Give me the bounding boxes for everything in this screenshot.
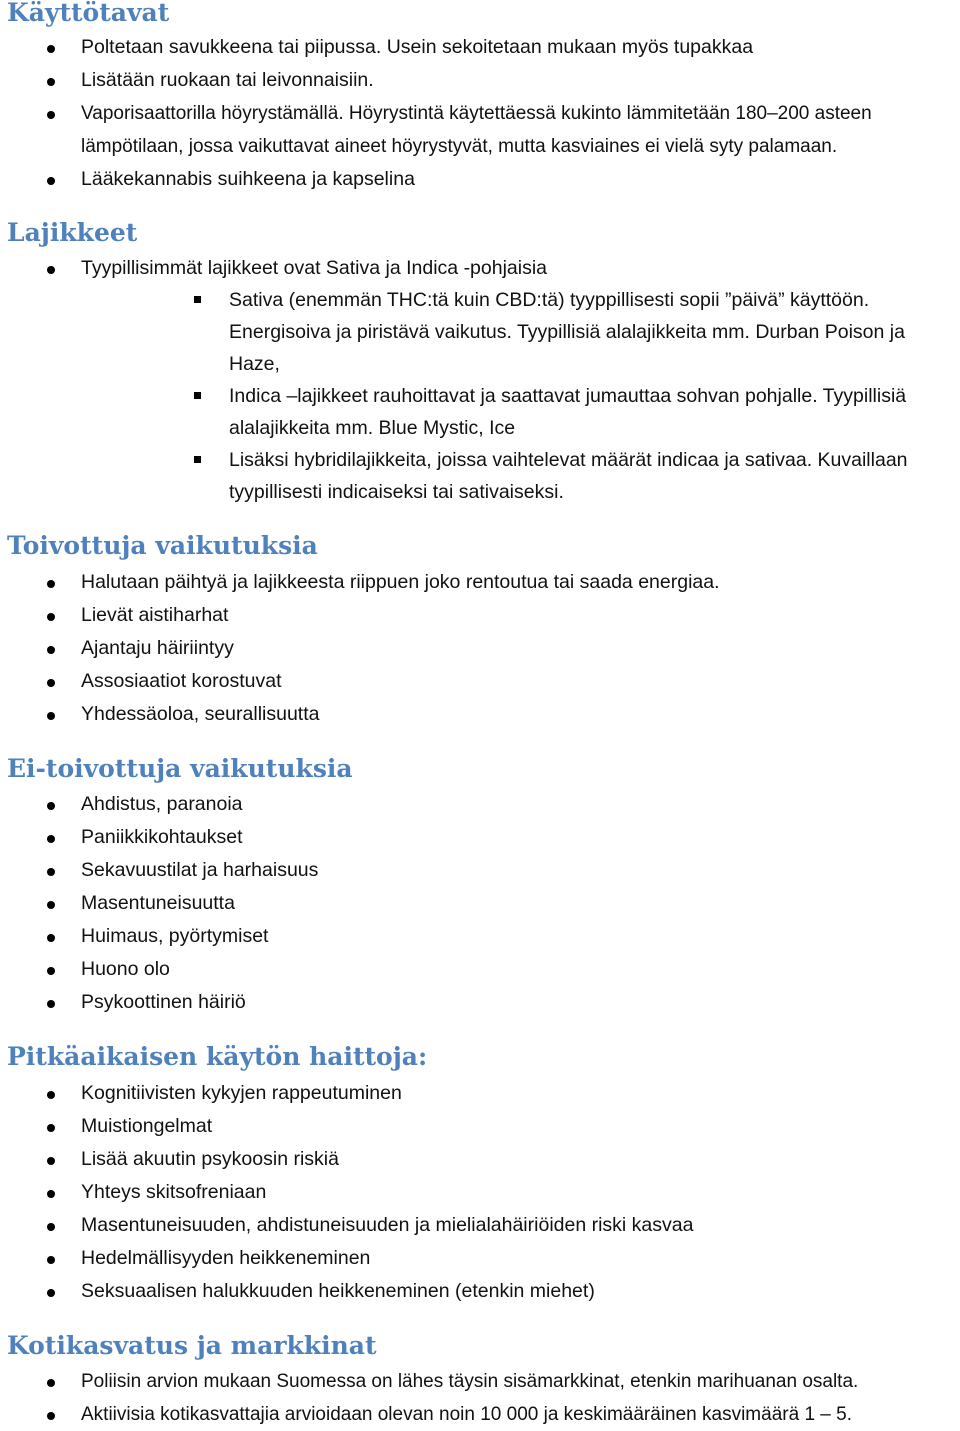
list-item: Masentuneisuutta [81, 887, 235, 920]
sub-list-item: Lisäksi hybridilajikkeita, joissa vaihtelevat määrät indicaa ja sativaa. Kuvaillaan [229, 444, 908, 476]
list-item-continuation: lämpötilaan, jossa vaikuttavat aineet höyrystyvät, mutta kasviaines ei vielä syty palamaan. [81, 136, 838, 157]
list-item: Yhteys skitsofreniaan [81, 1176, 266, 1209]
list-item: Vaporisaattorilla höyrystämällä. Höyrystintä käytettäessä kukinto lämmitetään 180–200 asteen [81, 97, 872, 130]
list-item: Huono olo [81, 953, 170, 986]
list-item: Hedelmällisyyden heikkeneminen [81, 1242, 370, 1275]
section-heading-lajikkeet: Lajikkeet [7, 218, 138, 247]
list-item: Lisää akuutin psykoosin riskiä [81, 1143, 339, 1176]
list-item: Huimaus, pyörtymiset [81, 920, 268, 953]
sub-list-item-continuation: tyypillisesti indicaiseksi tai sativaiseksi. [229, 481, 564, 503]
list-item: Poliisin arvion mukaan Suomessa on lähes täysin sisämarkkinat, etenkin marihuanan osalta. [81, 1365, 858, 1398]
list-item: Ajantaju häiriintyy [81, 632, 234, 665]
list-item: Paniikkikohtaukset [81, 821, 243, 854]
section-heading-toivottuja: Toivottuja vaikutuksia [7, 531, 318, 560]
sub-list-item-continuation: Haze, [229, 353, 280, 375]
sub-list-item-continuation: Energisoiva ja piristävä vaikutus. Tyypillisiä alalajikkeita mm. Durban Poison ja [229, 321, 905, 343]
section-heading-pitkaaikainen: Pitkäaikaisen käytön haittoja: [7, 1042, 428, 1071]
list-item: Muistiongelmat [81, 1110, 212, 1143]
sub-list-item: Indica –lajikkeet rauhoittavat ja saattavat jumauttaa sohvan pohjalle. Tyypillisiä [229, 380, 906, 412]
list-item: Halutaan päihtyä ja lajikkeesta riippuen joko rentoutua tai saada energiaa. [81, 566, 720, 599]
list-item: Yhdessäoloa, seurallisuutta [81, 698, 320, 731]
list-item: Poltetaan savukkeena tai piipussa. Usein sekoitetaan mukaan myös tupakkaa [81, 31, 753, 64]
list-item: Lievät aistiharhat [81, 599, 228, 632]
list-item: Lääkekannabis suihkeena ja kapselina [81, 163, 415, 196]
list-item: Aktiivisia kotikasvattajia arvioidaan olevan noin 10 000 ja keskimääräinen kasvimäärä 1 – 5. [81, 1398, 852, 1431]
sub-list-item: Sativa (enemmän THC:tä kuin CBD:tä) tyyppillisesti sopii ”päivä” käyttöön. [229, 284, 869, 316]
list-item: Seksuaalisen halukkuuden heikkeneminen (etenkin miehet) [81, 1275, 595, 1308]
section-heading-kotikasvatus: Kotikasvatus ja markkinat [7, 1331, 377, 1360]
section-heading-ei-toivottuja: Ei-toivottuja vaikutuksia [7, 754, 353, 783]
list-item: Tyypillisimmät lajikkeet ovat Sativa ja Indica -pohjaisia [81, 252, 547, 285]
list-item: Psykoottinen häiriö [81, 986, 246, 1019]
list-item: Masentuneisuuden, ahdistuneisuuden ja mielialahäiriöiden riski kasvaa [81, 1209, 693, 1242]
list-item: Kognitiivisten kykyjen rappeutuminen [81, 1077, 402, 1110]
section-heading-kayttotavat: Käyttötavat [7, 0, 170, 27]
list-item: Ahdistus, paranoia [81, 788, 243, 821]
list-item: Sekavuustilat ja harhaisuus [81, 854, 318, 887]
sub-list-item-continuation: alalajikkeita mm. Blue Mystic, Ice [229, 417, 516, 439]
list-item: Assosiaatiot korostuvat [81, 665, 282, 698]
list-item: Lisätään ruokaan tai leivonnaisiin. [81, 64, 374, 97]
